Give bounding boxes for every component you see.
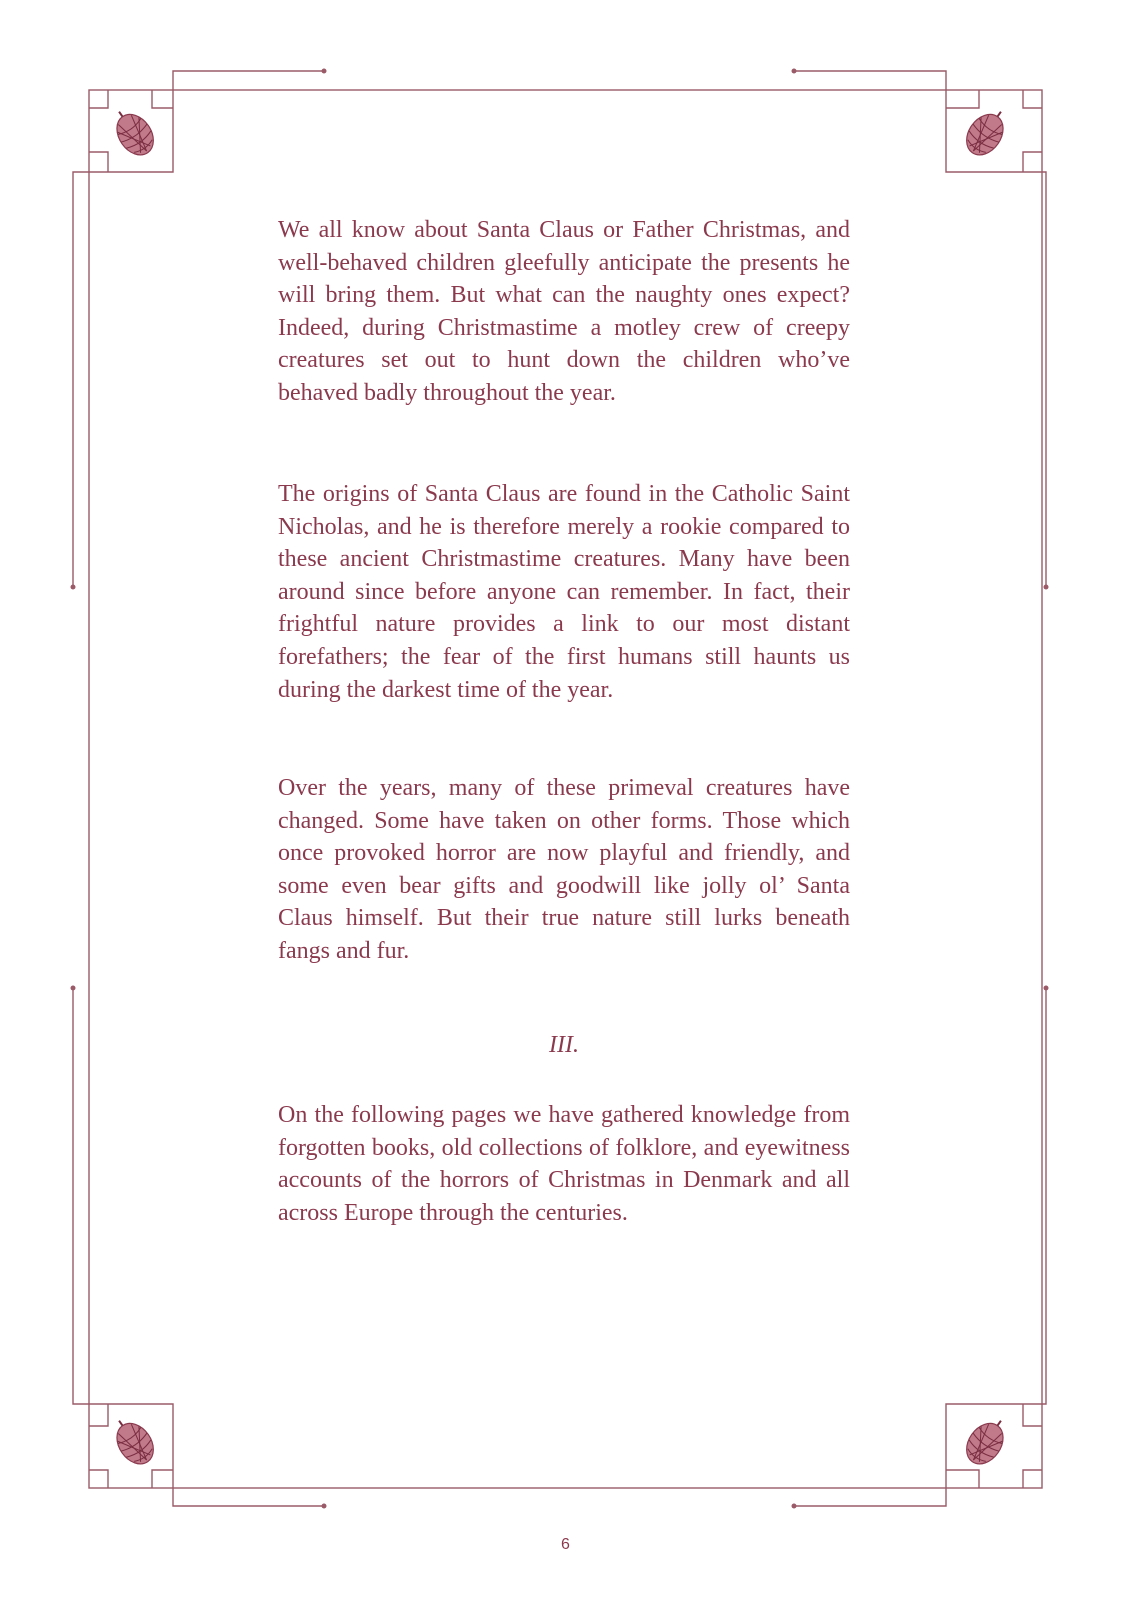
pinecone-icon (956, 1412, 1016, 1472)
pinecone-icon (956, 103, 1016, 163)
body-paragraph-2: The origins of Santa Claus are found in the Catholic Saint Nicholas, and he is therefore merely a rookie compared to these ancient Christmastime creatures. Many have been around since before anyone can remember. In fact, their frightful nature provides a link to our most distant forefathers; the fear of the first humans still haunts us during the darkest time of the year. (278, 481, 850, 703)
page-number: 6 (561, 1536, 570, 1553)
pinecone-icon (104, 103, 164, 163)
closing-paragraph: On the following pages we have gathered knowledge from forgotten books, old collections of folklore, and eyewitness accounts of the horrors of Christmas in Denmark and all across Europe through the centuries. (278, 1102, 850, 1226)
section-number: III. (549, 1032, 579, 1058)
body-paragraph-1: We all know about Santa Claus or Father Christmas, and well-behaved children gleefully anticipate the presents he will bring them. But what can the naughty ones expect? Indeed, during Christmastime a motley crew of creepy creatures set out to hunt down the children who’ve behaved badly throughout the year. (278, 217, 850, 406)
pinecone-icon (104, 1412, 164, 1472)
body-paragraph-3: Over the years, many of these primeval creatures have changed. Some have taken on other forms. Those which once provoked horror are now playful and friendly, and some even bear gifts and goodwill like jolly ol’ Santa Claus himself. But their true nature still lurks beneath fangs and fur. (278, 775, 850, 964)
